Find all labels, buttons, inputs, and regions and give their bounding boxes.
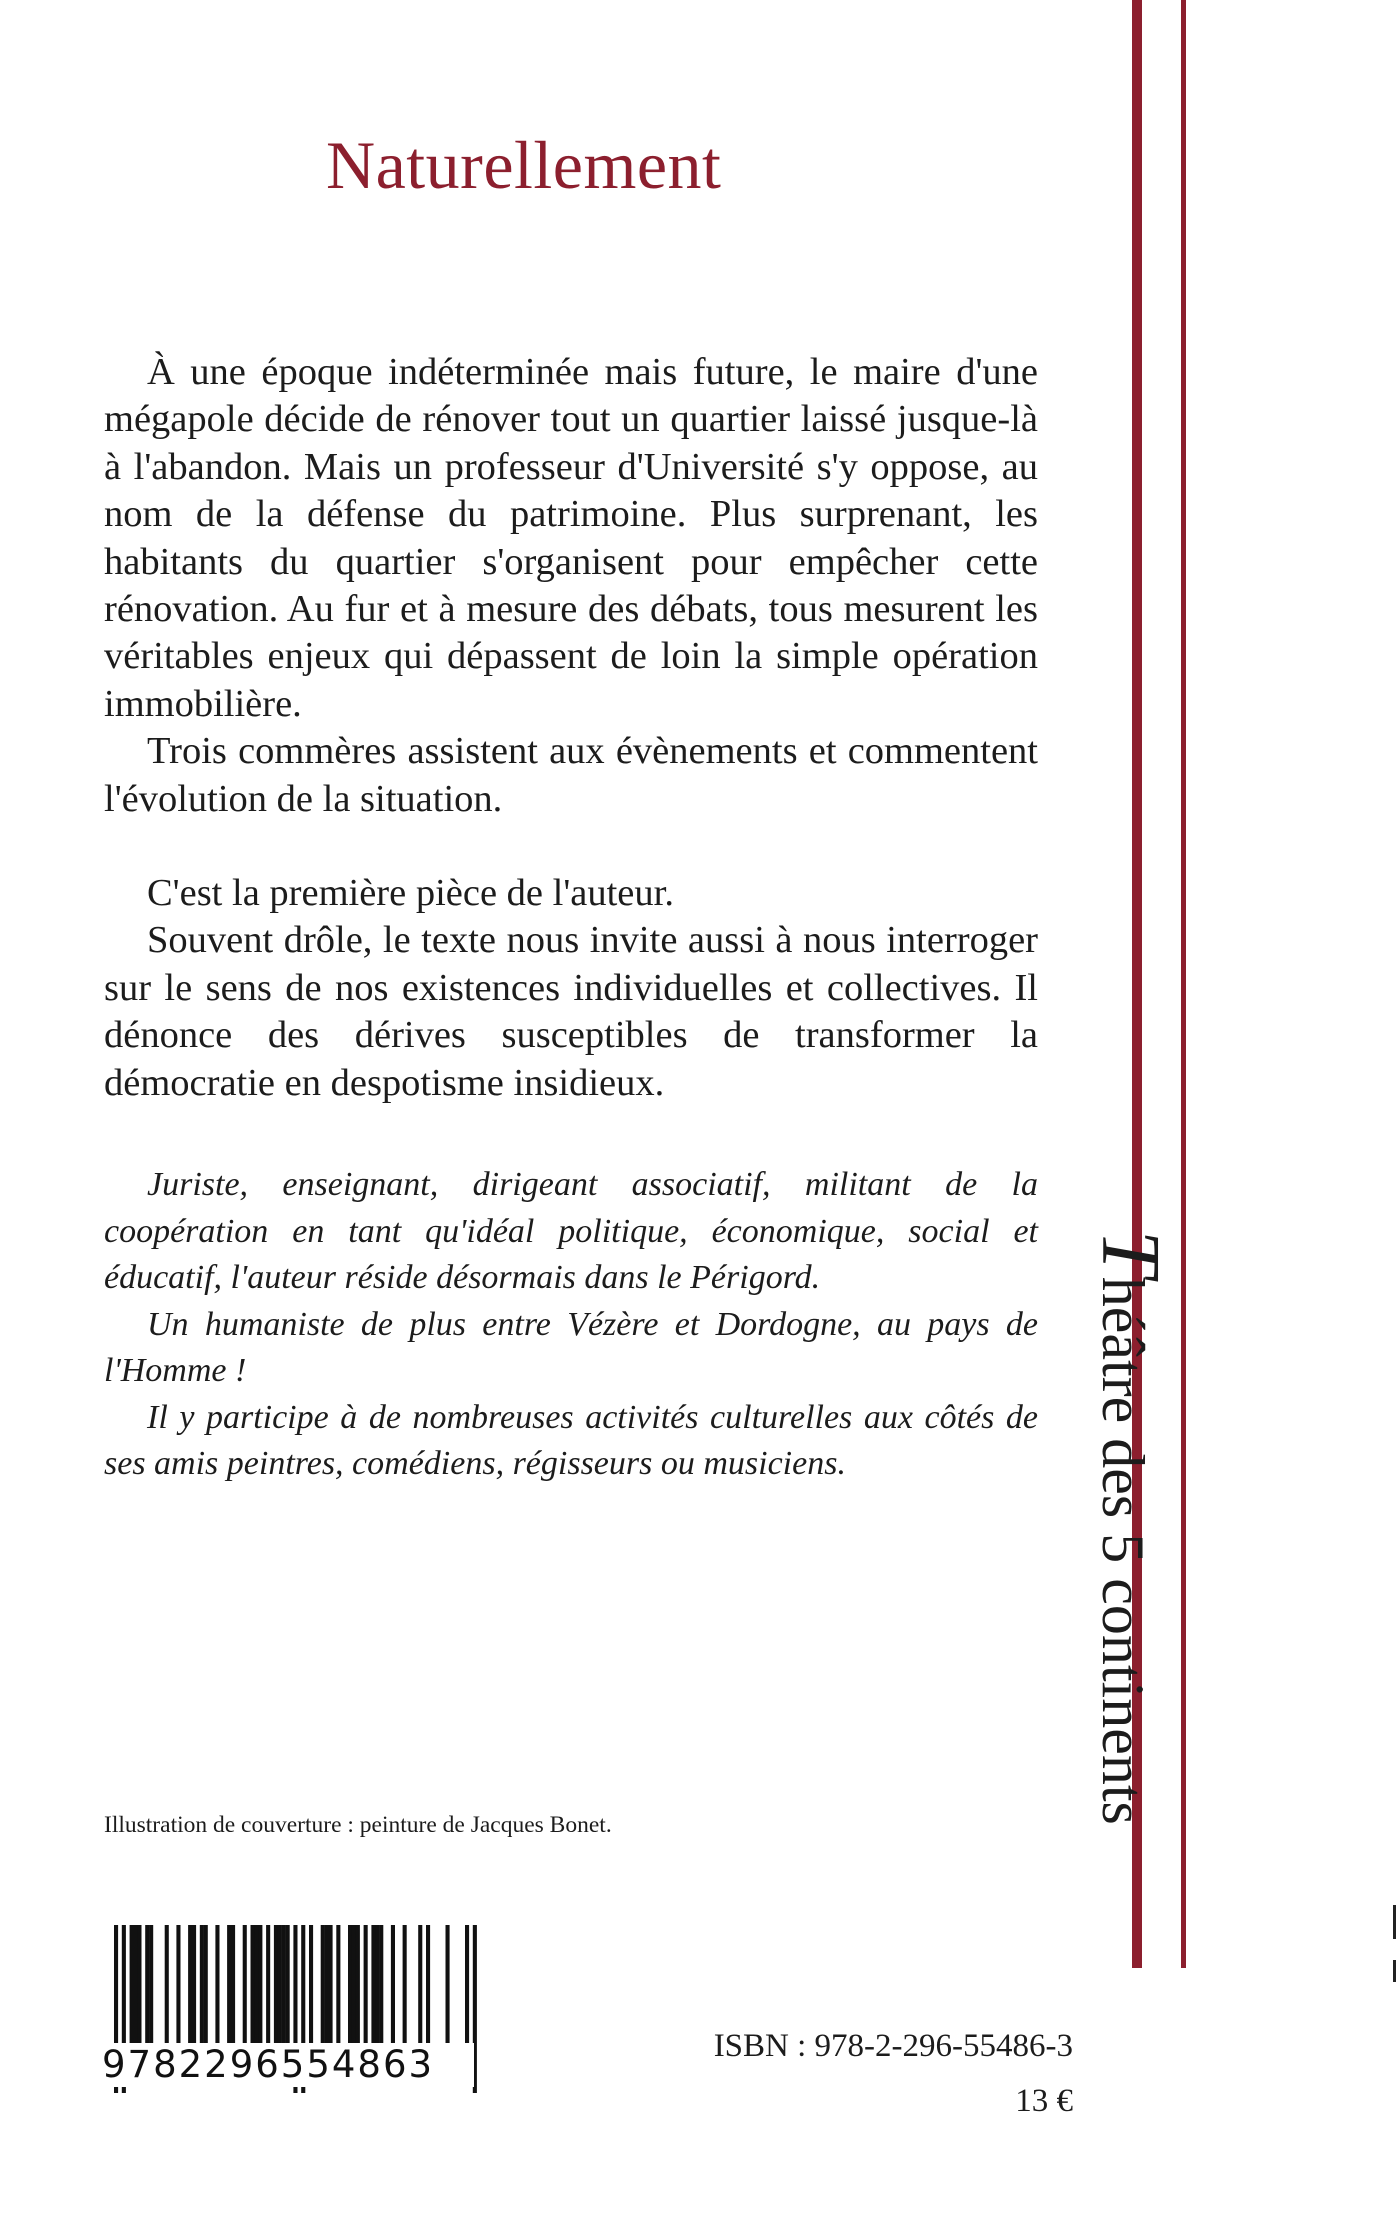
barcode-bar — [465, 1925, 469, 2045]
book-title: Naturellement — [326, 127, 722, 203]
barcode-bar — [192, 1925, 196, 2045]
series-initial: T — [1084, 1230, 1177, 1277]
barcode-bar — [426, 1925, 430, 2045]
summary-paragraph: Souvent drôle, le texte nous invite aussi à nous interroger sur le sens de nos existences individuelles et collectives. Il dénonce des dérives susceptibles de transformer la démocratie en despotisme insidieux. — [104, 919, 1038, 1104]
barcode-bar — [266, 1925, 270, 2045]
barcode-bar — [356, 1925, 360, 2045]
barcode-bar — [165, 1925, 169, 2045]
barcode-bar — [446, 1925, 450, 2045]
barcode-bar — [130, 1925, 134, 2045]
book-summary — [104, 349, 1038, 1107]
barcode-bar — [134, 1925, 138, 2045]
barcode-bar — [254, 1925, 258, 2045]
illustration-credit: Illustration de couverture : peinture de Jacques Bonet. — [104, 1812, 612, 1838]
barcode-bar — [418, 1925, 422, 2045]
barcode-bar — [375, 1925, 379, 2045]
barcode-bar — [200, 1925, 204, 2045]
barcode-bar — [145, 1925, 149, 2045]
barcode-bar — [282, 1925, 286, 2045]
barcode-bar — [176, 1925, 180, 2045]
barcode-bar — [371, 1925, 375, 2045]
barcode-bar — [227, 1925, 231, 2045]
barcode-bar — [204, 1925, 208, 2045]
barcode-bars — [104, 1925, 480, 2118]
isbn: ISBN : 978-2-296-55486-3 — [713, 2028, 1073, 2064]
barcode-bar — [379, 1925, 383, 2045]
barcode-bar — [215, 1925, 219, 2045]
barcode-bar — [348, 1925, 352, 2045]
barcode-bar — [231, 1925, 235, 2045]
barcode-bar — [286, 1925, 290, 2045]
barcode-bar — [403, 1925, 407, 2045]
barcode-bar — [149, 1925, 153, 2045]
barcode-bar — [251, 1925, 255, 2045]
barcode — [104, 1925, 480, 2118]
price: 13 € — [1015, 2083, 1073, 2119]
bio-paragraph: Un humaniste de plus entre Vézère et Dordogne, au pays de l'Homme ! — [104, 1305, 1038, 1389]
barcode-bar — [243, 1925, 247, 2045]
summary-paragraph: C'est la première pièce de l'auteur. — [147, 872, 674, 915]
edge-mark — [1393, 1960, 1396, 1982]
barcode-bar — [336, 1925, 340, 2045]
barcode-bar — [188, 1925, 192, 2045]
barcode-bar — [274, 1925, 278, 2045]
barcode-bar — [278, 1925, 282, 2045]
barcode-bar — [364, 1925, 368, 2045]
barcode-number: 9782296554863 — [100, 2043, 474, 2087]
barcode-bar — [321, 1925, 325, 2045]
barcode-bar — [309, 1925, 313, 2045]
barcode-bar — [329, 1925, 333, 2045]
spine-rule-thin — [1181, 0, 1186, 1968]
bio-paragraph: Il y participe à de nombreuses activités culturelles aux côtés de ses amis peintres, comédiens, régisseurs ou musiciens. — [104, 1398, 1038, 1482]
bio-paragraph: Juriste, enseignant, dirigeant associatif, militant de la coopération en tant qu'idéal politique, économique, social et éducatif, l'auteur réside désormais dans le Périgord. — [104, 1166, 1038, 1296]
barcode-bar — [258, 1925, 262, 2045]
series-rest: héâtre des 5 continents — [1090, 1276, 1156, 1825]
barcode-bar — [325, 1925, 329, 2045]
author-bio — [104, 1162, 1038, 1488]
barcode-bar — [137, 1925, 141, 2045]
series-name — [1080, 1230, 1180, 1980]
summary-paragraph: À une époque indéterminée mais future, le maire d'une mégapole décide de rénover tout un quartier laissé jusque-là à l'abandon. Mais un professeur d'Université s'y oppose, au nom de la défense du patrimoine. Plus surprenant, les habitants du quartier s'organisent pour empêcher cette rénovation. Au fur et à mesure des débats, tous mesurent les véritables enjeux qui dépassent de loin la simple opération immobilière. — [104, 351, 1038, 725]
summary-paragraph: Trois commères assistent aux évènements et commentent l'évolution de la situation. — [104, 730, 1038, 820]
barcode-bar — [391, 1925, 395, 2045]
barcode-bar — [352, 1925, 356, 2045]
edge-mark — [1393, 1905, 1396, 1939]
